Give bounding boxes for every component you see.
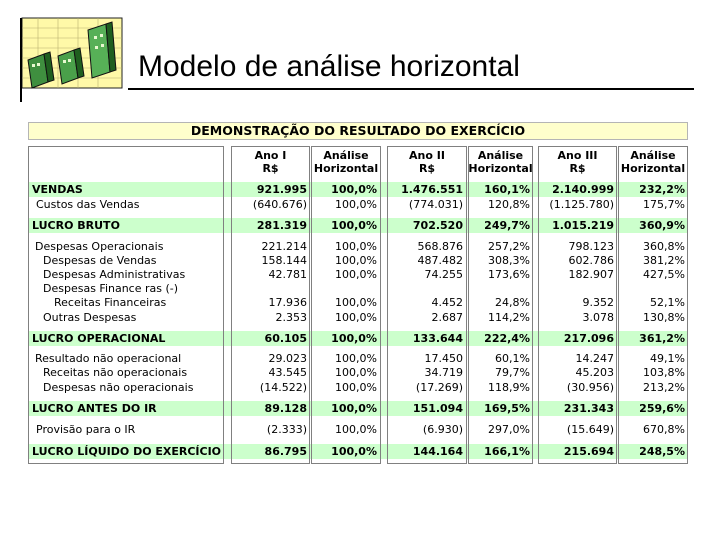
horizontal-analysis-cell: 169,5% [484, 402, 530, 415]
row-label: Despesas não operacionais [43, 381, 194, 394]
value-cell: 2.687 [431, 311, 463, 324]
horizontal-analysis-cell: 175,7% [643, 198, 685, 211]
column-header: Ano II R$ [409, 149, 445, 175]
row-label: Outras Despesas [43, 311, 137, 324]
value-cell: 487.482 [417, 254, 463, 267]
value-cell: 2.140.999 [552, 183, 614, 196]
column-header: Ano III R$ [557, 149, 598, 175]
value-cell: 74.255 [424, 268, 463, 281]
row-label: Receitas não operacionais [43, 366, 188, 379]
value-cell: 45.203 [575, 366, 614, 379]
horizontal-analysis-cell: 120,8% [488, 198, 530, 211]
row-label: Resultado não operacional [35, 352, 182, 365]
value-cell: (1.125.780) [549, 198, 614, 211]
value-cell: 215.694 [563, 445, 614, 458]
horizontal-analysis-cell: 114,2% [488, 311, 530, 324]
value-cell: 86.795 [264, 445, 307, 458]
horizontal-analysis-cell: 427,5% [643, 268, 685, 281]
row-label: Despesas de Vendas [43, 254, 157, 267]
value-cell: (15.649) [566, 423, 614, 436]
value-cell: 602.786 [568, 254, 614, 267]
value-cell: 921.995 [256, 183, 307, 196]
horizontal-analysis-cell: 79,7% [495, 366, 530, 379]
horizontal-analysis-cell: 100,0% [335, 352, 377, 365]
value-cell: 1.015.219 [552, 219, 614, 232]
horizontal-analysis-cell: 173,6% [488, 268, 530, 281]
value-cell: 151.094 [412, 402, 463, 415]
value-cell: 17.936 [268, 296, 307, 309]
value-cell: 281.319 [256, 219, 307, 232]
horizontal-analysis-cell: 100,0% [331, 219, 377, 232]
horizontal-analysis-cell: 381,2% [643, 254, 685, 267]
horizontal-analysis-cell: 60,1% [495, 352, 530, 365]
value-cell: 1.476.551 [401, 183, 463, 196]
value-cell: 34.719 [424, 366, 463, 379]
horizontal-analysis-cell: 100,0% [331, 402, 377, 415]
horizontal-analysis-cell: 100,0% [335, 366, 377, 379]
horizontal-analysis-cell: 308,3% [488, 254, 530, 267]
row-label: Despesas Administrativas [43, 268, 186, 281]
horizontal-analysis-cell: 100,0% [335, 254, 377, 267]
horizontal-analysis-cell: 100,0% [335, 198, 377, 211]
row-label: LUCRO ANTES DO IR [32, 402, 157, 415]
column-header: Análise Horizontal [313, 149, 379, 175]
horizontal-analysis-cell: 100,0% [331, 183, 377, 196]
value-cell: 42.781 [268, 268, 307, 281]
horizontal-analysis-cell: 103,8% [643, 366, 685, 379]
row-label: Receitas Financeiras [54, 296, 167, 309]
horizontal-analysis-cell: 100,0% [331, 445, 377, 458]
value-cell: 221.214 [261, 240, 307, 253]
value-cell: 702.520 [412, 219, 463, 232]
column-header: Análise Horizontal [620, 149, 686, 175]
value-cell: (774.031) [408, 198, 463, 211]
horizontal-analysis-cell: 297,0% [488, 423, 530, 436]
value-cell: (14.522) [259, 381, 307, 394]
value-cell: 29.023 [268, 352, 307, 365]
bar-chart-clipart-icon [18, 16, 126, 90]
value-cell: 144.164 [412, 445, 463, 458]
value-cell: (6.930) [422, 423, 463, 436]
column-header: Análise Horizontal [468, 149, 533, 175]
horizontal-analysis-cell: 259,6% [639, 402, 685, 415]
value-cell: 89.128 [264, 402, 307, 415]
value-cell: 14.247 [575, 352, 614, 365]
horizontal-analysis-cell: 232,2% [639, 183, 685, 196]
value-cell: 17.450 [424, 352, 463, 365]
title-underline-rule [128, 88, 694, 90]
horizontal-analysis-cell: 100,0% [335, 268, 377, 281]
row-label: Provisão para o IR [36, 423, 136, 436]
value-cell: (17.269) [415, 381, 463, 394]
value-cell: (2.333) [266, 423, 307, 436]
horizontal-analysis-cell: 213,2% [643, 381, 685, 394]
horizontal-analysis-cell: 360,8% [643, 240, 685, 253]
horizontal-analysis-cell: 100,0% [335, 240, 377, 253]
horizontal-analysis-cell: 130,8% [643, 311, 685, 324]
value-cell: 3.078 [582, 311, 614, 324]
horizontal-analysis-cell: 166,1% [484, 445, 530, 458]
value-cell: 798.123 [568, 240, 614, 253]
value-cell: 158.144 [261, 254, 307, 267]
row-label: Despesas Operacionais [35, 240, 164, 253]
horizontal-analysis-cell: 100,0% [331, 332, 377, 345]
horizontal-analysis-cell: 222,4% [484, 332, 530, 345]
horizontal-analysis-cell: 361,2% [639, 332, 685, 345]
horizontal-analysis-cell: 249,7% [484, 219, 530, 232]
horizontal-analysis-cell: 100,0% [335, 311, 377, 324]
row-label: VENDAS [32, 183, 83, 196]
horizontal-analysis-cell: 100,0% [335, 423, 377, 436]
row-label: LUCRO LÍQUIDO DO EXERCÍCIO [32, 445, 222, 458]
row-label: LUCRO BRUTO [32, 219, 120, 232]
horizontal-analysis-cell: 100,0% [335, 381, 377, 394]
value-cell: 9.352 [582, 296, 614, 309]
row-label: Custos das Vendas [36, 198, 140, 211]
horizontal-analysis-cell: 118,9% [488, 381, 530, 394]
value-cell: 133.644 [412, 332, 463, 345]
row-label: LUCRO OPERACIONAL [32, 332, 166, 345]
value-cell: 217.096 [563, 332, 614, 345]
value-cell: (30.956) [566, 381, 614, 394]
value-cell: 231.343 [563, 402, 614, 415]
value-cell: 43.545 [268, 366, 307, 379]
title-vertical-rule [20, 18, 22, 102]
horizontal-analysis-cell: 257,2% [488, 240, 530, 253]
value-cell: 182.907 [568, 268, 614, 281]
horizontal-analysis-cell: 248,5% [639, 445, 685, 458]
horizontal-analysis-cell: 52,1% [650, 296, 685, 309]
value-cell: 4.452 [431, 296, 463, 309]
horizontal-analysis-cell: 24,8% [495, 296, 530, 309]
horizontal-analysis-cell: 160,1% [484, 183, 530, 196]
horizontal-analysis-cell: 360,9% [639, 219, 685, 232]
column-header: Ano I R$ [254, 149, 287, 175]
horizontal-analysis-cell: 670,8% [643, 423, 685, 436]
value-cell: (640.676) [252, 198, 307, 211]
value-cell: 568.876 [417, 240, 463, 253]
value-cell: 2.353 [275, 311, 307, 324]
report-title: DEMONSTRAÇÃO DO RESULTADO DO EXERCÍCIO [28, 122, 688, 140]
value-cell: 60.105 [264, 332, 307, 345]
horizontal-analysis-cell: 100,0% [335, 296, 377, 309]
slide-title: Modelo de análise horizontal [138, 50, 520, 83]
row-label: Despesas Finance ras (-) [43, 282, 179, 295]
horizontal-analysis-cell: 49,1% [650, 352, 685, 365]
